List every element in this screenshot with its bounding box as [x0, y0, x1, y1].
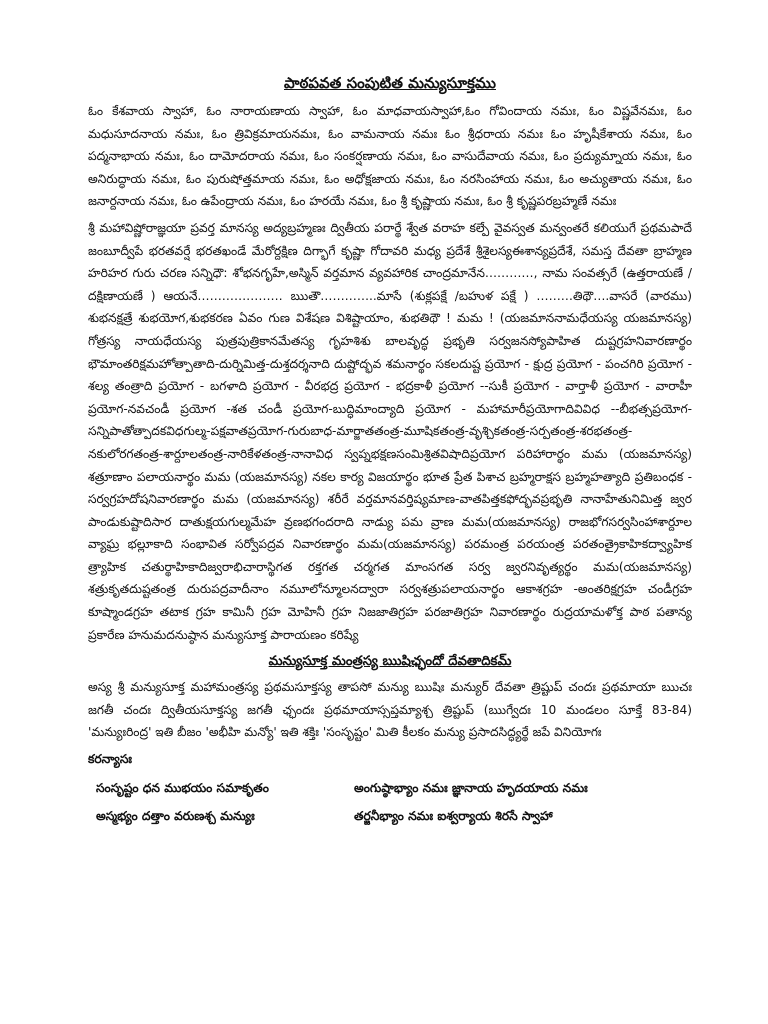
karanyasa-heading: కరన్యాసః	[88, 752, 132, 767]
nyasa-right-text: తర్జనీభ్యాం నమః ఐశ్వర్యాయ శిరసే స్వాహా	[354, 809, 553, 824]
nyasa-row	[88, 805, 692, 828]
section-subtitle: మన్యుసూక్త మంత్రస్య ఋషిఛ్ఛందో దేవతాదికమ్	[268, 654, 512, 670]
paragraph-sankalpam: శ్రీ మహావిష్ణోరాజ్ఞయా ప్రవర్త మానస్య అద్యబ్రహ్మణః ద్వితీయ పరార్థే శ్వేత వరాహ కల్పే వైవస్వత మన్వంతరే కలియుగే ప్రథమపాదే జంబూద్వీపే భరతవర్షే భరతఖండే మేరోర్దక్షిణ దిగ్భాగే కృష్ణా గోదావరి మధ్య ప్రదేశే శ్రీశైలస్యఈశాన్యప్రదేశే, సమస్త దేవతా బ్రాహ్మణ హరిహర గురు చరణ సన్నిధౌ: శోభనగృహే,అస్మిన్ వర్తమాన వ్యవహారిక చాంద్రమానేన…………, నామ సంవత్సరే (ఉత్తరాయణే / దక్షిణాయణే ) ఆయనే………………… ఋతౌ…………..మాసే (శుక్లపక్షే /బహుళ పక్షే ) ………తిథౌ….వాసరే (వారము) శుభనక్షత్రే శుభయోగ,శుభకరణ ఏవం గుణ విశేషణ విశిష్టాయాం, శుభతిథౌ ! మమ ! (యజమాననామధేయస్య యజమానస్య) గోత్రస్య నాయధేయస్య పుత్రపుత్రికానమేతస్య గృహశిశు బాలవృద్ధ ప్రభృతి సర్వజనస్యోపాహిత దుష్టగ్రహనివారణార్థం భౌమాంతరిక్షమహోత్పాతాది-దుర్నిమిత్త-దుశ్తదర్శనాది దుష్టోద్భవ శమనార్థం సకలదుష్ట ప్రయోగ - క్షుద్ర ప్రయోగ - పంచగిరి ప్రయోగ - శల్య తంత్రాది ప్రయోగ - బగళాది ప్రయోగ - వీరభద్ర ప్రయోగ - భద్రకాళీ ప్రయోగ --సుకీ ప్రయోగ - వార్తాళీ ప్రయోగ - వారాహీ ప్రయోగ-నవచండీ ప్రయోగ -శత చండీ ప్రయోగ-బుద్ధిమాంద్యాది ప్రయోగ - మహామారీప్రయోగాదివివిధ --బీభత్సప్రయోగ-సన్నిపాతోత్పాదకవిధగుల్మ-పక్షవాతప్రయోగ-గురుబాధ-మార్జాతతంత్ర-మూషికతంత్ర-వృశ్చికతంత్ర-సర్పతంత్ర-శరభతంత్ర-నకులోరగతంత్ర-శార్దూలతంత్ర-నారికేళతంత్ర-నానావిధ స్వప్నభక్షణసంమిశ్రితవిషాదిప్రయోగ పరిహారార్థం మమ (యజమానస్య) శత్రూణాం పలాయనార్థం మమ (యజమానస్య) నకల కార్య విజయార్థం భూత ప్రేత పిశాచ బ్రహ్మరాక్షస బ్రహ్మహత్యాది ప్రతిబంధక - సర్వగ్రహదోషనివారణార్థం మమ (యజమానస్య) శరీరే వర్తమానవర్తిష్యమాణ-వాతపిత్తకఫోద్భవప్రభృతి నానాహేతునిమిత్త జ్వర పాండుకుష్టాదిసార దాతుక్షయగుల్మమేహ వ్రణభగందరాది నాడ్యు పమ వ్రాణ మమ(యజమానస్య) రాజభోగసర్వసింహాశార్దూల వ్యాఘ్ర భల్లూకాది సంభావిత సర్వోపద్రవ నివారణార్థం మమ(యజమానస్య) పరమంత్ర పరయంత్ర పరతంత్రైకాహికద్వ్యాహిక త్ర్యాహిక చతుర్థాహికాదిజ్వరాభిచారాస్థిగత రక్తగత చర్మగత మాంసగత సర్వ జ్వరనివృత్యర్థం మమ(యజమానస్య) శత్రుకృతదుష్టతంత్ర దురుపద్రవాదీనాం నమూలోన్మూలనద్వారా సర్వశత్రుపలాయనార్థం ఆకాశగ్రహ -అంతరిక్షగ్రహ చండీగ్రహ కూష్మాండగ్రహ తటాక గ్రహ కామినీ గ్రహ మోహినీ గ్రహ నిజజాతిగ్రహ పరజాతిగ్రహ నివారణార్థం రుద్రయామళోక్త పాఠ పతాన్య ప్రకారేణ హనుమదనుష్ఠాన మన్యుసూక్త పారాయణం కరిష్యే	[88, 220, 692, 642]
paragraph-achamanam: ఓం కేశవాయ స్వాహా, ఓం నారాయణాయ స్వాహా, ఓం మాధవాయస్వాహా,ఓం గోవిందాయ నమః, ఓం విష్ణవేనమః, ఓం మధుసూదనాయ నమః, ఓం త్రివిక్రమాయనమః, ఓం వామనాయ నమః ఓం శ్రీధరాయ నమః ఓం హృషీకేశాయ నమః, ఓం పద్మనాభాయ నమః, ఓం దామోదరాయ నమః, ఓం సంకర్షణాయ నమః, ఓం వాసుదేవాయ నమః, ఓం ప్రద్యుమ్నాయ నమః, ఓం అనిరుద్ధాయ నమః, ఓం పురుషోత్తమాయ నమః, ఓం అధోక్షజాయ నమః, ఓం నరసింహాయ నమః, ఓం అచ్యుతాయ నమః, ఓం జనార్దనాయ నమః, ఓం ఉపేంద్రాయ నమః, ఓం హరయే నమః, ఓం శ్రీ కృష్ణాయ నమః, ఓం శ్రీ కృష్ణపరబ్రహ్మణే నమః	[88, 104, 692, 209]
document-page	[88, 70, 692, 828]
document-title: పాఠపవత సంపుటిత మన్యుసూక్తము	[283, 74, 496, 92]
nyasa-left-text: అస్మభ్యం దత్తాం వరుణశ్చ మన్యుః	[96, 809, 255, 824]
paragraph-viniyoga: అస్య శ్రీ మన్యుసూక్త మహామంత్రస్య ప్రథమసూక్తస్య తాపసో మన్యు ఋషిః మన్యుర్ దేవతా త్రిష్టుప్ చందః ప్రథమాయా ఋచః జగతీ చందః ద్వితీయసూక్తస్య జగతీ ఛ్ఛందః ప్రథమాయాస్సప్తమ్యాశ్చ త్రిష్టుప్ (ఋగ్వేదః 10 మండలం సూక్తే 83-84) 'మన్యుఃరింద్ర' ఇతి బీజం 'అభీహి మన్యో' ఇతి శక్తిః 'సంసృష్టం' మితి కీలకం మన్యు ప్రసాదసిద్ధ్యర్థే జపే వినియోగః	[88, 680, 692, 740]
nyasa-row	[88, 777, 692, 800]
nyasa-left-text: సంసృష్టం ధన ముభయం సమాకృతం	[96, 780, 269, 795]
nyasa-right-text: అంగుష్ఠాభ్యాం నమః జ్ఞానాయ హృదయాయ నమః	[354, 780, 588, 795]
